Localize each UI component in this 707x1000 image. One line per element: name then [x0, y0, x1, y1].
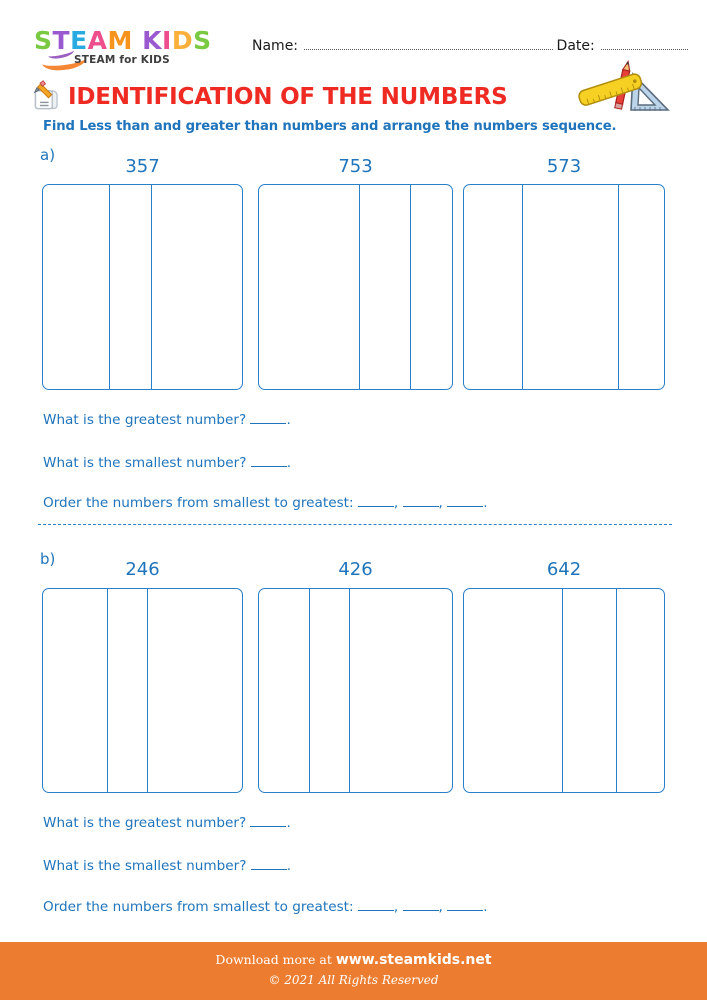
- answer-blank[interactable]: [358, 506, 394, 507]
- number-label: 246: [125, 559, 160, 580]
- logo-letter-8: D: [171, 26, 194, 55]
- answer-grid-box: [463, 184, 665, 390]
- question-suffix: .: [483, 495, 488, 511]
- answer-blank[interactable]: [250, 826, 286, 827]
- logo-letter-2: E: [70, 26, 88, 55]
- logo-letter-0: S: [34, 26, 53, 55]
- date-input-line[interactable]: [601, 49, 688, 50]
- question-suffix: .: [286, 455, 292, 471]
- question-prompt: What is the smallest number?: [43, 858, 251, 874]
- answer-blank[interactable]: [403, 910, 439, 911]
- name-date-row: [252, 38, 692, 54]
- logo-letter-5: [133, 28, 142, 54]
- section-label-a: a): [40, 146, 56, 164]
- instruction-text: Find Less than and greater than numbers and arrange the numbers sequence.: [43, 119, 617, 134]
- answer-cell[interactable]: [350, 589, 452, 792]
- question-prompt: Order the numbers from smallest to greatest:: [43, 495, 358, 511]
- answer-blank[interactable]: [358, 910, 394, 911]
- answer-cell[interactable]: [464, 185, 523, 389]
- answer-cell[interactable]: [259, 185, 360, 389]
- page-title: IDENTIFICATION OF THE NUMBERS: [68, 84, 508, 110]
- answer-blank[interactable]: [403, 506, 439, 507]
- answer-cell[interactable]: [617, 589, 664, 792]
- answer-cell[interactable]: [43, 185, 110, 389]
- answer-cell[interactable]: [619, 185, 664, 389]
- answer-cell[interactable]: [110, 185, 152, 389]
- name-input-line[interactable]: [304, 49, 553, 50]
- steam-kids-logo: [34, 28, 234, 72]
- answer-blank[interactable]: [250, 423, 286, 424]
- answer-cell[interactable]: [148, 589, 242, 792]
- number-label: 357: [125, 156, 160, 177]
- question-row: [43, 412, 291, 428]
- question-suffix: .: [286, 858, 292, 874]
- number-label: 426: [338, 559, 373, 580]
- title-row: [30, 80, 508, 114]
- name-label: Name:: [252, 38, 299, 54]
- answer-grid-box: [258, 588, 453, 793]
- question-suffix: .: [286, 412, 291, 428]
- logo-letter-3: A: [87, 26, 108, 55]
- logo-letter-1: T: [52, 26, 71, 55]
- footer-download-line: [0, 952, 707, 968]
- answer-cell[interactable]: [310, 589, 350, 792]
- answer-cell[interactable]: [411, 185, 452, 389]
- logo-letter-4: M: [107, 26, 133, 55]
- answer-cell[interactable]: [464, 589, 563, 792]
- answer-cell[interactable]: [563, 589, 617, 792]
- logo-letter-7: I: [162, 26, 172, 55]
- question-row: [43, 899, 488, 915]
- answer-blank[interactable]: [251, 466, 287, 467]
- section-divider: [38, 524, 672, 525]
- answer-cell[interactable]: [259, 589, 310, 792]
- answer-cell[interactable]: [108, 589, 148, 792]
- ruler-pencil-triangle-icon: [571, 58, 679, 120]
- question-prompt: What is the greatest number?: [43, 412, 251, 428]
- answer-grid-box: [42, 184, 243, 390]
- question-prompt: What is the greatest number?: [43, 815, 251, 831]
- question-prompt: Order the numbers from smallest to greatest:: [43, 899, 358, 915]
- footer-scallop-edge: [0, 930, 707, 942]
- answer-grid-box: [258, 184, 453, 390]
- footer-copyright: © 2021 All Rights Reserved: [268, 973, 439, 987]
- date-label: Date:: [556, 38, 595, 54]
- answer-blank[interactable]: [447, 506, 483, 507]
- blank-separator: ,: [438, 899, 448, 915]
- answer-grid-box: [42, 588, 243, 793]
- question-row: [43, 815, 291, 831]
- footer-website[interactable]: www.steamkids.net: [335, 952, 492, 968]
- blank-separator: ,: [393, 495, 403, 511]
- number-label: 642: [546, 559, 582, 580]
- answer-cell[interactable]: [360, 185, 411, 389]
- section-label-b: b): [40, 550, 56, 568]
- answer-cell[interactable]: [152, 185, 242, 389]
- notepad-pencil-icon: [30, 80, 64, 114]
- number-label: 753: [338, 156, 373, 177]
- logo-letter-9: S: [193, 26, 212, 55]
- answer-blank[interactable]: [251, 869, 287, 870]
- question-prompt: What is the smallest number?: [43, 455, 251, 471]
- answer-cell[interactable]: [523, 185, 619, 389]
- blank-separator: ,: [393, 899, 403, 915]
- logo-letter-6: K: [142, 26, 162, 55]
- page-footer: [0, 942, 707, 1000]
- question-row: [43, 495, 488, 511]
- answer-grid-box: [463, 588, 665, 793]
- question-suffix: .: [483, 899, 488, 915]
- answer-cell[interactable]: [43, 589, 108, 792]
- logo-tagline: STEAM for KIDS: [74, 54, 170, 66]
- blank-separator: ,: [438, 495, 448, 511]
- number-label: 573: [546, 156, 582, 177]
- question-row: [43, 455, 291, 471]
- question-row: [43, 858, 291, 874]
- footer-download-prefix: Download more at: [215, 952, 332, 967]
- question-suffix: .: [286, 815, 291, 831]
- answer-blank[interactable]: [447, 910, 483, 911]
